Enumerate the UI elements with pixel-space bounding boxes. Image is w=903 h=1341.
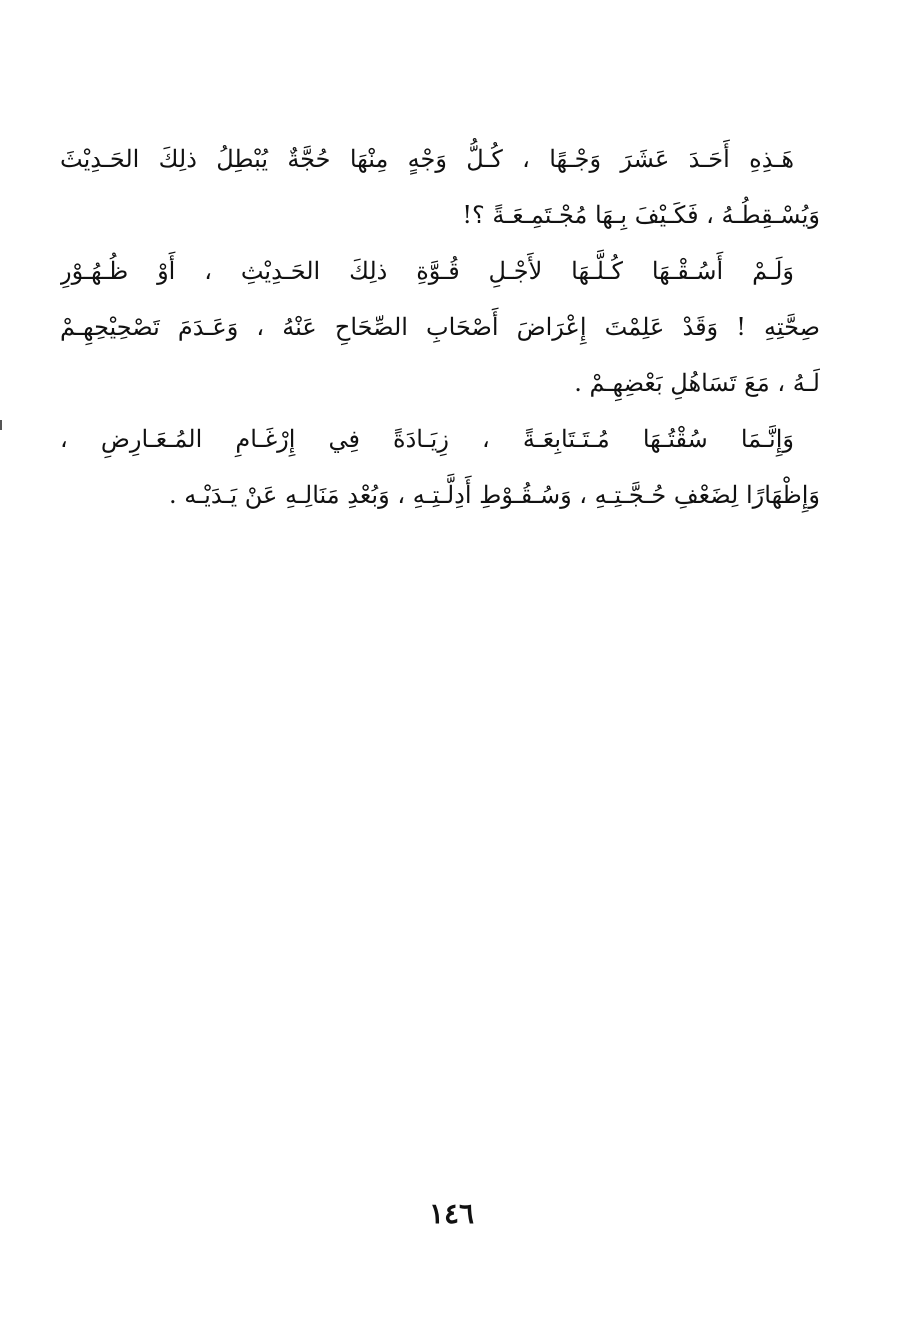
- text-line: وَإِظْهَارًا لِضَعْفِ حُـجَّـتِـهِ ، وَسُـقُـوْطِ أَدِلَّـتِـهِ ، وَبُعْدِ مَنَالِـهِ عَنْ يَـدَيْـه .: [169, 481, 820, 509]
- text-line: لَـهُ ، مَعَ تَسَاهُلِ بَعْضِهِـمْ .: [574, 369, 820, 397]
- text-line: وَيُسْـقِطُـهُ ، فَكَـيْفَ بِـهَا مُجْـتَمِـعَـةً ؟!: [462, 201, 820, 229]
- paragraph-2: [60, 248, 820, 416]
- text-line: وَلَـمْ أَسُـقْـهَا كُـلَّـهَا لأَجْـلِ قُـوَّةِ ذلِكَ الحَـدِيْثِ ، أَوْ ظُـهُـوْرِ: [60, 257, 794, 285]
- page-number: ١٤٦: [428, 1197, 475, 1230]
- text-line: هَـذِهِ أَحَـدَ عَشَرَ وَجْـهًا ، كُـلُّ وَجْهٍ مِنْهَا حُجَّةٌ يُبْطِلُ ذلِكَ الحَـدِيْثَ: [60, 145, 794, 173]
- paragraph-3: [60, 416, 820, 528]
- body-text: [60, 136, 820, 528]
- text-line: صِحَّتِهِ ! وَقَدْ عَلِمْتَ إِعْرَاضَ أَصْحَابِ الصِّحَاحِ عَنْهُ ، وَعَـدَمَ تَصْحِيْحِهِـمْ: [60, 313, 820, 341]
- text-line: وَإِنَّـمَا سُقْتُـهَا مُـتَـتَابِعَـةً ، زِيَـادَةً فِي إِرْغَـامِ المُـعَـارِضِ ،: [60, 425, 794, 453]
- margin-mark: [0, 420, 2, 430]
- paragraph-1: [60, 136, 820, 248]
